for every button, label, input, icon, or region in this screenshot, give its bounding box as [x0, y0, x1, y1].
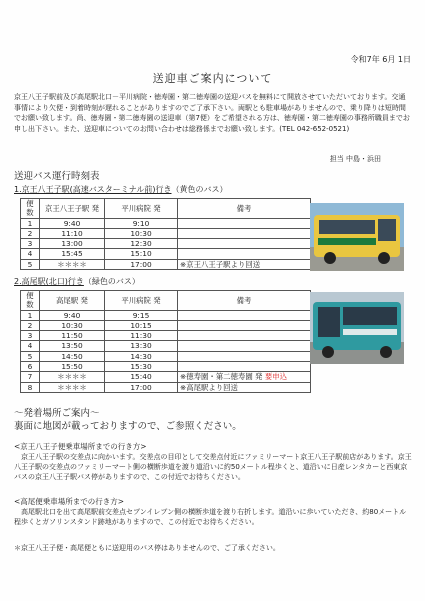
cell — [178, 372, 311, 382]
table-row — [21, 331, 311, 341]
cell: 15:30 — [105, 362, 178, 372]
table-row — [21, 362, 311, 372]
cell: 17:00 — [105, 259, 178, 269]
cell — [178, 239, 311, 249]
cell — [178, 362, 311, 372]
table-row — [21, 320, 311, 330]
route2-table — [20, 290, 311, 393]
table-row — [21, 218, 311, 228]
schedule-heading: 送迎バス運行時刻表 — [14, 171, 100, 182]
apply-required-badge: 要申込 — [264, 372, 287, 382]
cell: 15:40 — [105, 372, 178, 382]
cell: 3 — [21, 239, 40, 249]
cell: 9:40 — [40, 218, 105, 228]
cell — [178, 228, 311, 238]
cell: 15:45 — [40, 249, 105, 259]
col-header: 備考 — [178, 199, 311, 219]
cell: 10:30 — [40, 320, 105, 330]
table-row — [21, 239, 311, 249]
cell: 5 — [21, 351, 40, 361]
cell: 14:50 — [40, 351, 105, 361]
col-header: 便数 — [21, 291, 40, 311]
table-row — [21, 249, 311, 259]
cell: 13:30 — [105, 341, 178, 351]
cell: ＊＊＊＊ — [40, 382, 105, 392]
cell: 2 — [21, 320, 40, 330]
table-row — [21, 259, 311, 269]
table-row — [21, 351, 311, 361]
cell — [178, 331, 311, 341]
cell — [178, 310, 311, 320]
access-heading: ～発着場所ご案内～ — [14, 408, 100, 419]
cell: 11:30 — [105, 331, 178, 341]
cell: 15:50 — [40, 362, 105, 372]
table-row — [21, 228, 311, 238]
route2-title-suffix: （緑色のバス） — [83, 277, 140, 286]
footer-note: ＊京王八王子便・高尾便ともに送迎用のバス停はありませんので、ご了承ください。 — [14, 544, 280, 552]
cell: 17:00 — [105, 382, 178, 392]
cell: 4 — [21, 249, 40, 259]
cell — [178, 320, 311, 330]
cell: 15:10 — [105, 249, 178, 259]
green-bus-photo — [310, 292, 404, 364]
cell: 13:00 — [40, 239, 105, 249]
cell — [178, 351, 311, 361]
keio-access-text: 京王八王子駅の交差点に向かいます。交差点の目印として交差点付近にファミリーマート京王八王子駅前店があります。京王八王子駅の交差点のファミリーマート側の横断歩道を渡り道沿いに約50メートル程歩くと、道沿いに日産レンタカーと西東京バスの京王八王子駅バス停がありますので、この付近でお待ちください。 — [14, 453, 412, 482]
keio-access-heading: <京王八王子便乗車場所までの行き方> — [14, 442, 147, 451]
cell: 8 — [21, 382, 40, 392]
route1-title-main: 1.京王八王子駅(高速バスターミナル前)行き — [14, 185, 172, 194]
cell — [178, 341, 311, 351]
cell: 1 — [21, 310, 40, 320]
col-header: 備考 — [178, 291, 311, 311]
route1-table — [20, 198, 311, 270]
takao-access-heading: <高尾便乗車場所までの行き方> — [14, 497, 125, 506]
col-header: 平川病院 発 — [105, 291, 178, 311]
cell — [178, 218, 311, 228]
cell: 11:10 — [40, 228, 105, 238]
cell: 13:50 — [40, 341, 105, 351]
table-header-row — [21, 199, 311, 219]
cell: 10:30 — [105, 228, 178, 238]
cell: 7 — [21, 372, 40, 382]
cell: 1 — [21, 218, 40, 228]
cell: 9:10 — [105, 218, 178, 228]
col-header: 高尾駅 発 — [40, 291, 105, 311]
cell: 10:15 — [105, 320, 178, 330]
route1-title-suffix: （黄色のバス） — [171, 185, 228, 194]
signature: 担当 中島・浜田 — [329, 155, 381, 163]
route2-title — [14, 276, 140, 287]
col-header: 京王八王子駅 発 — [40, 199, 105, 219]
cell: 9:15 — [105, 310, 178, 320]
col-header: 平川病院 発 — [105, 199, 178, 219]
page-title: 送迎車ご案内について — [152, 72, 273, 85]
cell: ※高尾駅より回送 — [178, 382, 311, 392]
intro-paragraph: 京王八王子駅前及び高尾駅北口－平川病院・徳寿園・第二徳寿園の送迎バスを無料にて開放させていただいております。交通事情により欠便・到着時刻が遅れることがありますのでご了承下さい。両駅とも駐車場がありませんので、乗り降りは短時間でお願い致します。尚、徳寿園・第二徳寿園の送迎車（第7便）をご希望される方は、徳寿園・第二徳寿園の事務所職員までお申し出下さい。また、送迎車についてのお問い合わせは総務係までお願い致します。(TEL 042-652-0521) — [14, 93, 410, 133]
cell: 9:40 — [40, 310, 105, 320]
table-row — [21, 341, 311, 351]
cell: 14:30 — [105, 351, 178, 361]
route2-title-main: 2.高尾駅(北口)行き — [14, 277, 84, 286]
table-row — [21, 382, 311, 392]
yellow-bus-photo — [310, 203, 404, 271]
issue-date: 令和7年 6月 1日 — [350, 55, 411, 64]
takao-access-text: 高尾駅北口を出て高尾駅前交差点セブンイレブン側の横断歩道を渡り右折します。道沿いに歩いていただき、約80メートル程歩くとガソリンスタンド跡地がありますので、この付近でお待ちください。 — [14, 508, 407, 527]
cell: 5 — [21, 259, 40, 269]
cell: 3 — [21, 331, 40, 341]
cell: 11:50 — [40, 331, 105, 341]
cell: ＊＊＊＊ — [40, 259, 105, 269]
cell — [178, 249, 311, 259]
route1-title — [14, 184, 227, 195]
cell: ＊＊＊＊ — [40, 372, 105, 382]
col-header: 便数 — [21, 199, 40, 219]
table-header-row — [21, 291, 311, 311]
table-row — [21, 372, 311, 382]
cell: 2 — [21, 228, 40, 238]
cell: 4 — [21, 341, 40, 351]
note-text: ※徳寿園・第二徳寿園 発 — [180, 372, 263, 382]
cell: 12:30 — [105, 239, 178, 249]
cell: ※京王八王子駅より回送 — [178, 259, 311, 269]
table-row — [21, 310, 311, 320]
map-note: 裏面に地図が載っておりますので、ご参照ください。 — [14, 421, 242, 432]
cell: 6 — [21, 362, 40, 372]
